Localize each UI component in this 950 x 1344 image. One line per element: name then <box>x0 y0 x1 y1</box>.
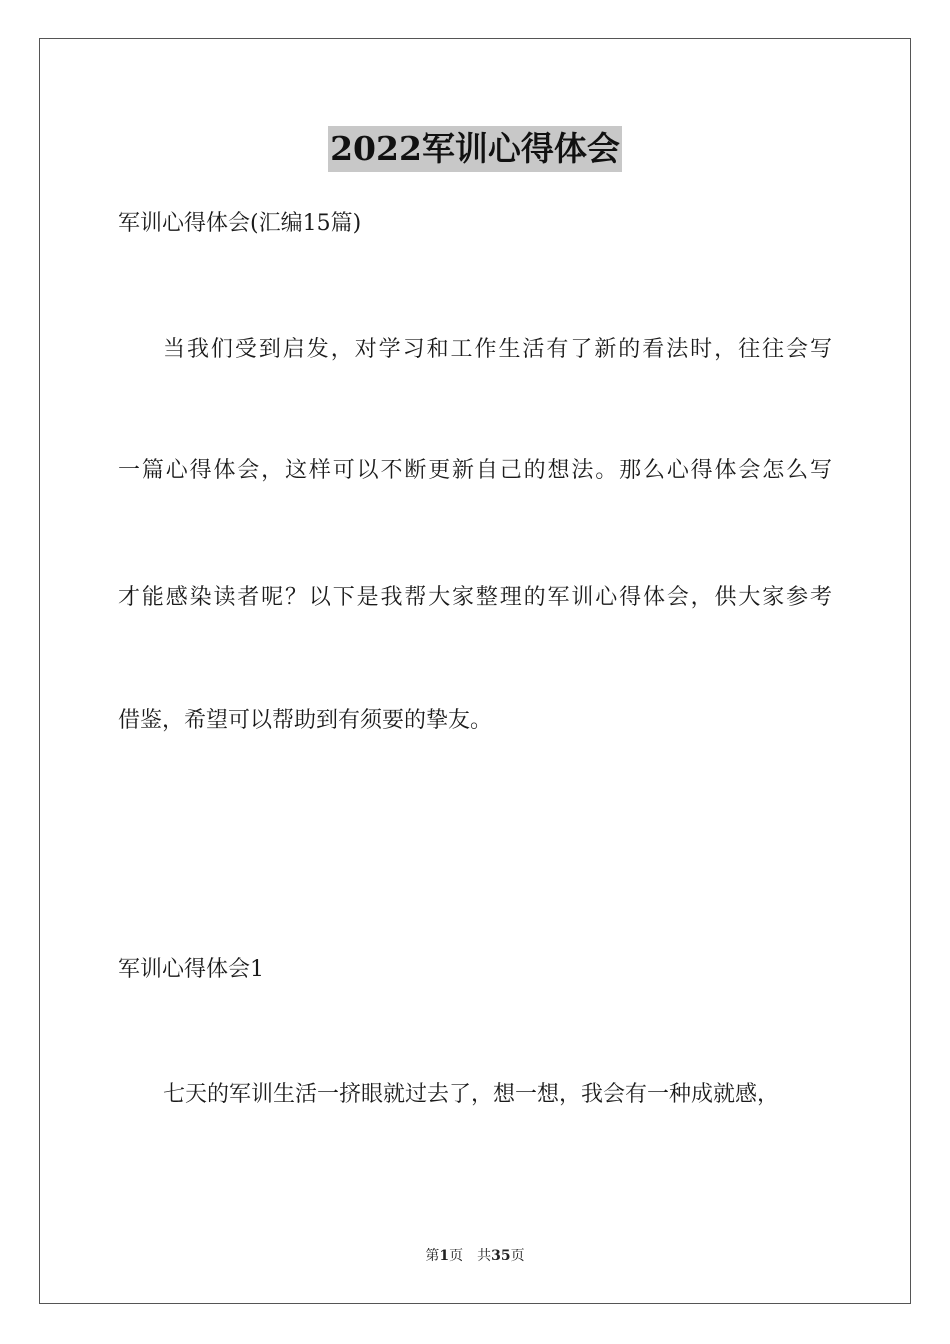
document-subtitle: 军训心得体会(汇编15篇) <box>118 211 362 236</box>
footer-page-mid: 页 <box>449 1248 464 1264</box>
footer-page-prefix: 第 <box>425 1248 440 1264</box>
intro-paragraph-line-1: 当我们受到启发，对学习和工作生活有了新的看法时，往往会写 <box>163 337 832 362</box>
page-footer <box>0 1246 950 1266</box>
footer-total-suffix: 页 <box>510 1248 525 1264</box>
footer-page-current: 1 <box>439 1248 450 1264</box>
section-paragraph-line-1: 七天的军训生活一挤眼就过去了，想一想，我会有一种成就感， <box>163 1082 780 1107</box>
intro-paragraph-line-3: 才能感染读者呢？以下是我帮大家整理的军训心得体会，供大家参考 <box>118 585 832 610</box>
section-heading: 军训心得体会1 <box>118 957 264 982</box>
title-container <box>0 126 950 172</box>
intro-paragraph-line-2: 一篇心得体会，这样可以不断更新自己的想法。那么心得体会怎么写 <box>118 458 832 483</box>
document-title: 2022军训心得体会 <box>328 126 622 172</box>
intro-paragraph-line-4: 借鉴，希望可以帮助到有须要的挚友。 <box>118 708 493 733</box>
footer-page-total: 35 <box>491 1248 511 1264</box>
footer-total-prefix: 共 <box>477 1248 492 1264</box>
